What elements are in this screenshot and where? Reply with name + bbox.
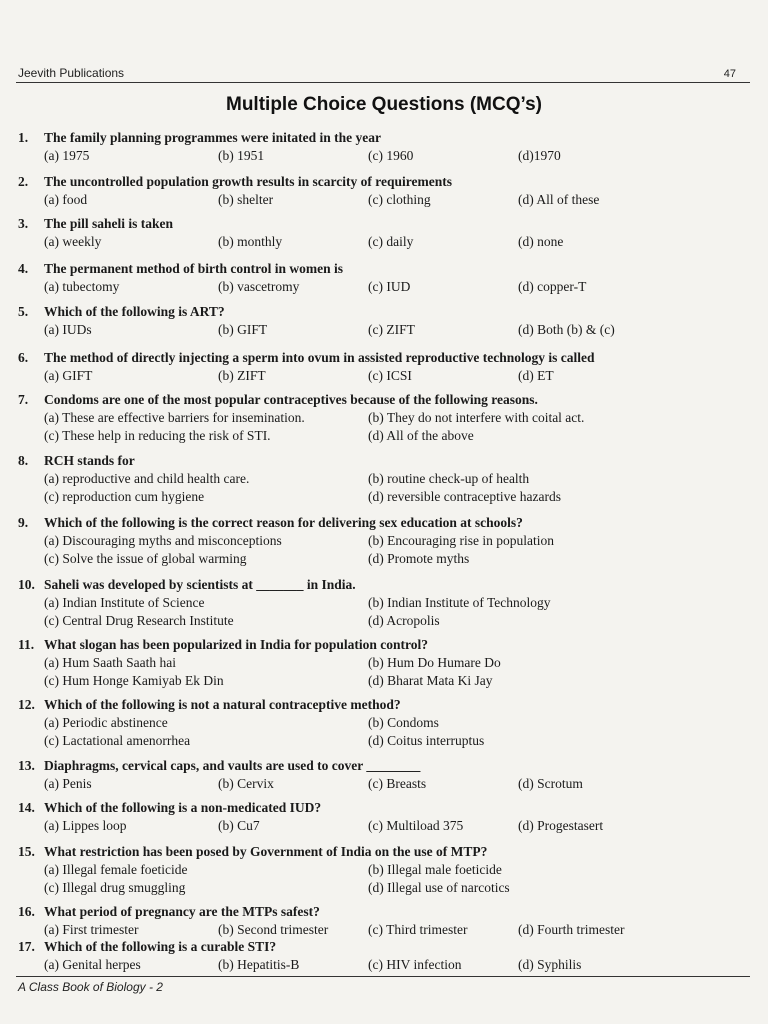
question-number: 14. xyxy=(18,800,35,815)
answer-option: (b) 1951 xyxy=(218,148,265,163)
answer-option: (d) Fourth trimester xyxy=(518,922,625,937)
question-number: 9. xyxy=(18,515,29,530)
answer-option: (c) Central Drug Research Institute xyxy=(44,613,234,628)
question-text: Saheli was developed by scientists at _______ in India. xyxy=(44,577,356,592)
answer-option: (a) Hum Saath Saath hai xyxy=(44,655,176,670)
question-number: 10. xyxy=(18,577,35,592)
question-text: What slogan has been popularized in India for population control? xyxy=(44,637,428,652)
question-text: Condoms are one of the most popular contraceptives because of the following reasons. xyxy=(44,392,538,407)
answer-option: (b) Indian Institute of Technology xyxy=(368,595,551,610)
answer-option: (b) Illegal male foeticide xyxy=(368,862,502,877)
page-number: 47 xyxy=(723,68,736,80)
question-number: 5. xyxy=(18,304,29,319)
answer-option: (d)1970 xyxy=(518,148,561,163)
answer-option: (c) ICSI xyxy=(368,368,412,383)
answer-option: (c) Third trimester xyxy=(368,922,468,937)
answer-option: (a) IUDs xyxy=(44,322,92,337)
question-number: 2. xyxy=(18,174,29,189)
question-text: Which of the following is not a natural contraceptive method? xyxy=(44,697,401,712)
answer-option: (c) Breasts xyxy=(368,776,427,791)
answer-option: (a) Penis xyxy=(44,776,92,791)
question-text: The uncontrolled population growth results in scarcity of requirements xyxy=(44,174,453,189)
answer-option: (b) GIFT xyxy=(218,322,268,337)
answer-option: (d) All of these xyxy=(518,192,600,207)
question-text: What period of pregnancy are the MTPs safest? xyxy=(44,904,320,919)
answer-option: (a) Illegal female foeticide xyxy=(44,862,188,877)
answer-option: (d) Illegal use of narcotics xyxy=(368,880,510,895)
question-number: 15. xyxy=(18,844,35,859)
question-number: 3. xyxy=(18,216,29,231)
question-number: 1. xyxy=(18,130,29,145)
answer-option: (c) Lactational amenorrhea xyxy=(44,733,191,748)
question-text: The family planning programmes were initated in the year xyxy=(44,130,381,145)
answer-option: (b) ZIFT xyxy=(218,368,266,383)
answer-option: (b) vascetromy xyxy=(218,279,300,294)
publisher-name: Jeevith Publications xyxy=(18,66,125,80)
answer-option: (a) weekly xyxy=(44,234,102,249)
answer-option: (b) routine check-up of health xyxy=(368,471,530,486)
answer-option: (d) ET xyxy=(518,368,554,383)
answer-option: (a) GIFT xyxy=(44,368,93,383)
answer-option: (a) reproductive and child health care. xyxy=(44,471,250,486)
answer-option: (b) Condoms xyxy=(368,715,439,730)
answer-option: (c) clothing xyxy=(368,192,431,207)
question-text: The pill saheli is taken xyxy=(44,216,174,231)
question-number: 16. xyxy=(18,904,35,919)
question-text: The method of directly injecting a sperm into ovum in assisted reproductive technology is called xyxy=(44,350,595,365)
question-text: Which of the following is the correct reason for delivering sex education at schools? xyxy=(44,515,523,530)
question-text: RCH stands for xyxy=(44,453,135,468)
question-number: 12. xyxy=(18,697,35,712)
answer-option: (a) Discouraging myths and misconceptions xyxy=(44,533,282,548)
answer-option: (b) monthly xyxy=(218,234,283,249)
question-number: 7. xyxy=(18,392,29,407)
question-number: 17. xyxy=(18,939,35,954)
answer-option: (b) Hum Do Humare Do xyxy=(368,655,501,670)
answer-option: (b) Cervix xyxy=(218,776,274,791)
answer-option: (d) none xyxy=(518,234,564,249)
page-title: Multiple Choice Questions (MCQ’s) xyxy=(226,94,542,115)
header-rule xyxy=(16,82,750,83)
answer-option: (b) Second trimester xyxy=(218,922,329,937)
answer-option: (d) Bharat Mata Ki Jay xyxy=(368,673,493,688)
answer-option: (d) reversible contraceptive hazards xyxy=(368,489,562,504)
question-text: Which of the following is ART? xyxy=(44,304,225,319)
answer-option: (c) HIV infection xyxy=(368,957,462,972)
answer-option: (c) reproduction cum hygiene xyxy=(44,489,205,504)
question-text: Diaphragms, cervical caps, and vaults are used to cover ________ xyxy=(44,758,421,773)
answer-option: (c) Solve the issue of global warming xyxy=(44,551,247,566)
answer-option: (d) copper-T xyxy=(518,279,587,294)
answer-option: (a) 1975 xyxy=(44,148,90,163)
answer-option: (a) First trimester xyxy=(44,922,139,937)
question-number: 4. xyxy=(18,261,29,276)
answer-option: (a) Lippes loop xyxy=(44,818,127,833)
answer-option: (d) Scrotum xyxy=(518,776,583,791)
answer-option: (d) Coitus interruptus xyxy=(368,733,485,748)
question-number: 11. xyxy=(18,637,35,652)
answer-option: (c) Illegal drug smuggling xyxy=(44,880,186,895)
answer-option: (c) ZIFT xyxy=(368,322,415,337)
answer-option: (a) tubectomy xyxy=(44,279,120,294)
answer-option: (c) daily xyxy=(368,234,414,249)
answer-option: (a) Indian Institute of Science xyxy=(44,595,205,610)
answer-option: (b) Cu7 xyxy=(218,818,260,833)
answer-option: (b) Hepatitis-B xyxy=(218,957,300,972)
answer-option: (d) Acropolis xyxy=(368,613,440,628)
answer-option: (c) Multiload 375 xyxy=(368,818,464,833)
answer-option: (a) These are effective barriers for insemination. xyxy=(44,410,305,425)
question-text: What restriction has been posed by Government of India on the use of MTP? xyxy=(44,844,488,859)
question-text: Which of the following is a non-medicated IUD? xyxy=(44,800,322,815)
question-text: Which of the following is a curable STI? xyxy=(44,939,277,954)
answer-option: (d) Promote myths xyxy=(368,551,470,566)
question-number: 13. xyxy=(18,758,35,773)
answer-option: (b) shelter xyxy=(218,192,274,207)
answer-option: (c) 1960 xyxy=(368,148,414,163)
question-text: The permanent method of birth control in women is xyxy=(44,261,343,276)
answer-option: (d) Syphilis xyxy=(518,957,582,972)
question-number: 6. xyxy=(18,350,29,365)
answer-option: (b) They do not interfere with coital act. xyxy=(368,410,585,425)
answer-option: (c) IUD xyxy=(368,279,411,294)
answer-option: (c) These help in reducing the risk of STI. xyxy=(44,428,271,443)
answer-option: (b) Encouraging rise in population xyxy=(368,533,554,548)
question-number: 8. xyxy=(18,453,29,468)
answer-option: (d) All of the above xyxy=(368,428,474,443)
answer-option: (d) Progestasert xyxy=(518,818,604,833)
footer-text: A Class Book of Biology - 2 xyxy=(18,980,163,994)
answer-option: (a) food xyxy=(44,192,88,207)
answer-option: (c) Hum Honge Kamiyab Ek Din xyxy=(44,673,224,688)
answer-option: (d) Both (b) & (c) xyxy=(518,322,615,337)
answer-option: (a) Periodic abstinence xyxy=(44,715,168,730)
footer-rule xyxy=(16,976,750,977)
answer-option: (a) Genital herpes xyxy=(44,957,141,972)
